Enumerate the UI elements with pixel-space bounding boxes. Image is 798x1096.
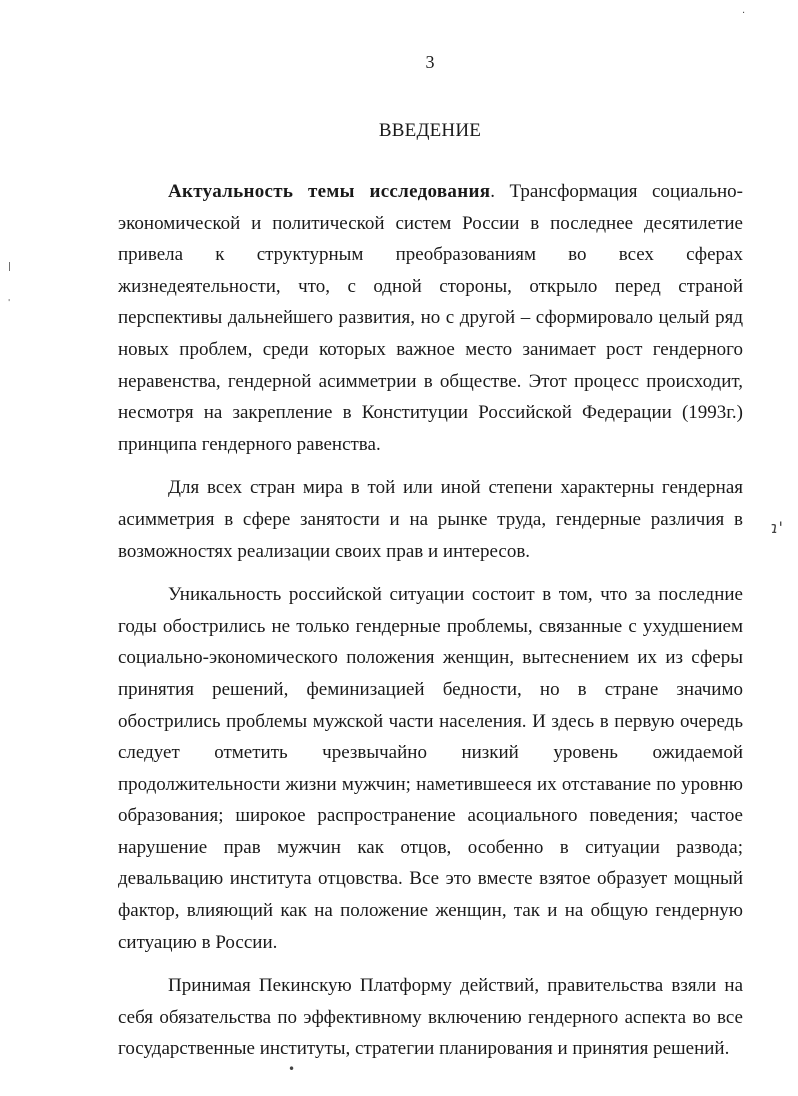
paragraph-text: . Трансформация социально-экономической и политической систем России в последнее десятилетие привела к структурным преобразованиям во всех сферах жизнедеятельности, что, с одной стороны, открыло перед страной перспективы дальнейшего развития, но с другой – сформировало целый ряд новых проблем, среди которых важное место занимает рост гендерного неравенства, гендерной асимметрии в обществе. Этот процесс происходит, несмотря на закрепление в Конституции Российской Федерации (1993г.) принципа гендерного равенства. <box>118 181 743 455</box>
page-number: 3 <box>425 52 435 72</box>
paragraph-asymmetry: Для всех стран мира в той или иной степени характерны гендерная асимметрия в сфере занятости и на рынке труда, гендерные различия в возможностях реализации своих прав и интересов. <box>118 477 743 562</box>
handwritten-mark: ɿ' <box>770 518 783 537</box>
page-title: ВВЕДЕНИЕ <box>378 120 482 141</box>
scan-mark-left-2: ' <box>8 298 11 307</box>
document-body <box>118 176 743 1065</box>
paragraph-beijing-platform: Принимая Пекинскую Платформу действий, правительства взяли на себя обязательства по эффективному включению гендерного аспекта во все государственные институты, стратегии планирования и принятия решений. <box>118 975 743 1060</box>
scan-mark-bottom-dot: • <box>288 1062 296 1076</box>
paragraph-russian-situation: Уникальность российской ситуации состоит в том, что за последние годы обострились не только гендерные проблемы, связанные с ухудшением социально-экономического положения женщин, вытеснением их из сферы принятия решений, феминизацией бедности, но в стране значимо обострились проблемы мужской части населения. И здесь в первую очередь следует отметить чрезвычайно низкий уровень ожидаемой продолжительности жизни мужчин; наметившееся их отставание по уровню образования; широкое распространение асоциального поведения; частое нарушение прав мужчин как отцов, особенно в ситуации развода; девальвацию института отцовства. Все это вместе взятое образует мощный фактор, влияющий как на положение женщин, так и на общую гендерную ситуацию в России. <box>118 584 743 953</box>
paragraph-relevance <box>118 176 743 460</box>
scan-mark-left-1: | <box>8 262 12 272</box>
scan-mark-top-right: · <box>742 8 746 19</box>
relevance-term: Актуальность темы исследования <box>168 181 491 202</box>
